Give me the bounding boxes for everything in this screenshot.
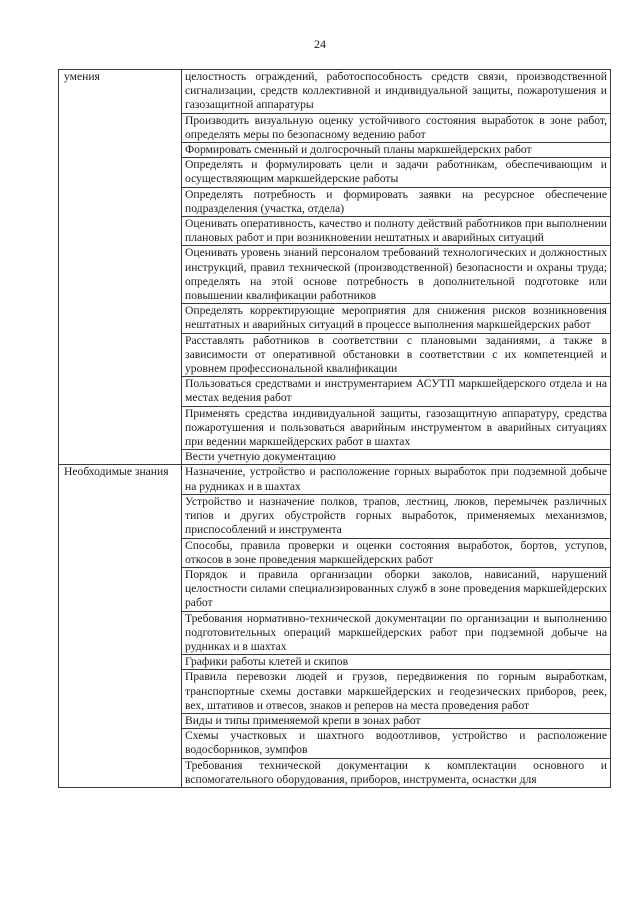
section-item: Правила перевозки людей и грузов, передвижения по горным выработкам, транспортные схемы доставки маркшейдерских и геодезических приборов, реек, вех, штативов и отвесов, знаков и реперов на места проведения работ — [182, 670, 611, 714]
requirements-table-body — [59, 70, 611, 788]
section-item: Назначение, устройство и расположение горных выработок при подземной добыче на рудниках и в шахтах — [182, 465, 611, 494]
section-item: Пользоваться средствами и инструментарием АСУТП маркшейдерского отдела и на местах ведения работ — [182, 377, 611, 406]
section-item: Определять потребность и формировать заявки на ресурсное обеспечение подразделения (участка, отдела) — [182, 187, 611, 216]
section-item: Оценивать оперативность, качество и полноту действий работников при выполнении плановых работ и при возникновении нештатных и аварийных ситуаций — [182, 217, 611, 246]
section-item: Графики работы клетей и скипов — [182, 655, 611, 670]
requirements-table — [58, 69, 611, 788]
section-item: Применять средства индивидуальной защиты, газозащитную аппаратуру, средства пожаротушения и пользоваться аварийным инструментом в аварийных ситуациях при ведении маркшейдерских работ в шахтах — [182, 406, 611, 450]
section-category: Необходимые знания — [59, 465, 182, 787]
section-item: Виды и типы применяемой крепи в зонах работ — [182, 713, 611, 728]
table-row — [59, 70, 611, 114]
section-item: Формировать сменный и долгосрочный планы маркшейдерских работ — [182, 143, 611, 158]
section-item: Схемы участковых и шахтного водоотливов, устройство и расположение водосборников, зумпфов — [182, 729, 611, 758]
section-category: умения — [59, 70, 182, 465]
section-item: Определять и формулировать цели и задачи работникам, обеспечивающим и осуществляющим маркшейдерские работы — [182, 158, 611, 187]
section-item: Требования нормативно-технической документации по организации и выполнению подготовительных операций маркшейдерских работ при подземной добыче на рудниках и в шахтах — [182, 611, 611, 655]
section-item: Расставлять работников в соответствии с плановыми заданиями, а также в зависимости от оперативной обстановки в соответствии с их компетенцией и уровнем профессиональной квалификации — [182, 333, 611, 377]
section-item: Определять корректирующие мероприятия для снижения рисков возникновения нештатных и аварийных ситуаций в процессе выполнения маркшейдерских работ — [182, 304, 611, 333]
section-item: Порядок и правила организации оборки заколов, нависаний, нарушений целостности силами специализированных служб в зоне проведения маркшейдерских работ — [182, 567, 611, 611]
page-number: 24 — [314, 37, 326, 51]
section-item: Устройство и назначение полков, трапов, лестниц, люков, перемычек различных типов и других обустройств горных выработок, применяемых механизмов, приспособлений и инструмента — [182, 494, 611, 538]
section-item: целостность ограждений, работоспособность средств связи, производственной сигнализации, средств коллективной и индивидуальной защиты, пожаротушения и газозащитной аппаратуры — [182, 70, 611, 114]
table-row — [59, 465, 611, 494]
section-item: Способы, правила проверки и оценки состояния выработок, бортов, уступов, откосов в зоне проведения маркшейдерских работ — [182, 538, 611, 567]
section-item: Вести учетную документацию — [182, 450, 611, 465]
section-item: Требования технической документации к комплектации основного и вспомогательного оборудования, приборов, инструмента, оснастки для — [182, 758, 611, 787]
section-item: Производить визуальную оценку устойчивого состояния выработок в зоне работ, определять меры по безопасному ведению работ — [182, 113, 611, 142]
section-item: Оценивать уровень знаний персоналом требований технологических и должностных инструкций, правил технической (производственной) безопасности и охраны труда; определять на этой основе потребность в дополнительной подготовке или повышении квалификации работников — [182, 246, 611, 304]
